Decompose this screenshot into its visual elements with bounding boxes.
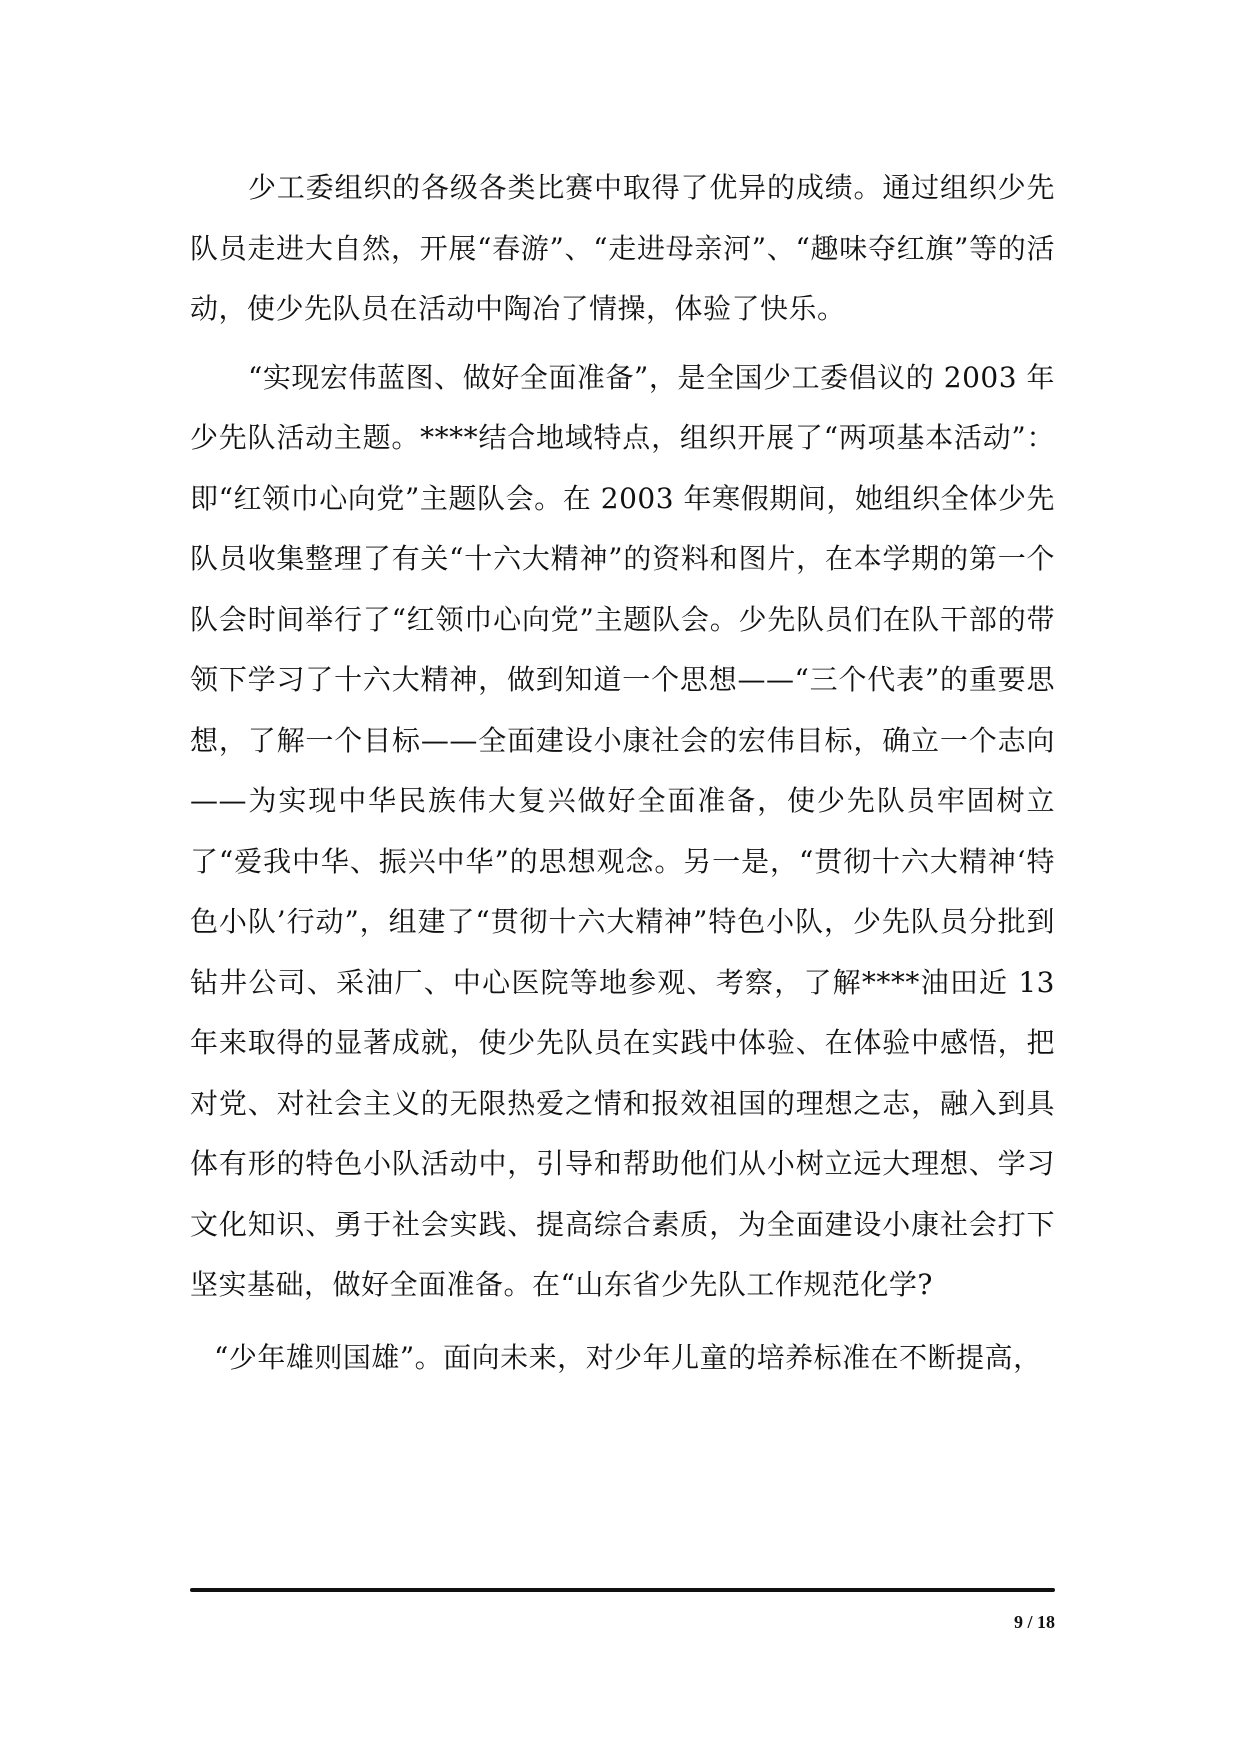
- document-body: [190, 158, 1055, 1388]
- page-number: 9 / 18: [1013, 1612, 1055, 1632]
- paragraph-3: “少年雄则国雄”。面向未来，对少年儿童的培养标准在不断提高，: [214, 1340, 1042, 1374]
- footer-divider: [190, 1588, 1055, 1592]
- paragraph-1: 少工委组织的各级各类比赛中取得了优异的成绩。通过组织少先队员走进大自然，开展“春游”、“走进母亲河”、“趣味夺红旗”等的活动，使少先队员在活动中陶冶了情操，体验了快乐。: [190, 171, 1055, 325]
- paragraph-2: “实现宏伟蓝图、做好全面准备”，是全国少工委倡议的 2003 年少先队活动主题。****结合地域特点，组织开展了“两项基本活动”：即“红领巾心向党”主题队会。在 2003 年寒假期间，她组织全体少先队员收集整理了有关“十六大精神”的资料和图片，在本学期的第一个队会时间举行了“红领巾心向党”主题队会。少先队员们在队干部的带领下学习了十六大精神，做到知道一个思想——“三个代表”的重要思想，了解一个目标——全面建设小康社会的宏伟目标，确立一个志向——为实现中华民族伟大复兴做好全面准备，使少先队员牢固树立了“爱我中华、振兴中华”的思想观念。另一是，“贯彻十六大精神‘特色小队’行动”，组建了“贯彻十六大精神”特色小队，少先队员分批到钻井公司、采油厂、中心医院等地参观、考察，了解****油田近 13 年来取得的显著成就，使少先队员在实践中体验、在体验中感悟，把对党、对社会主义的无限热爱之情和报效祖国的理想之志，融入到具体有形的特色小队活动中，引导和帮助他们从小树立远大理想、学习文化知识、勇于社会实践、提高综合素质，为全面建设小康社会打下坚实基础，做好全面准备。在“山东省少先队工作规范化学?: [190, 360, 1055, 1301]
